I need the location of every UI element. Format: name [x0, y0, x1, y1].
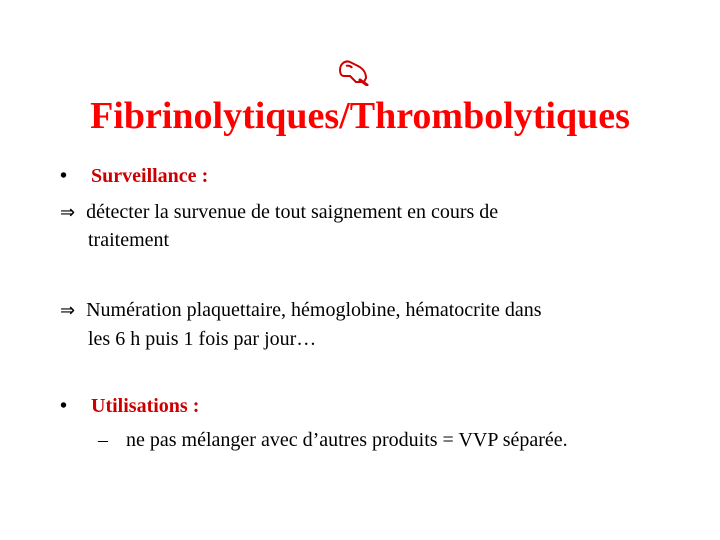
- list-item: [60, 296, 542, 325]
- list-item-continuation: [88, 325, 316, 353]
- bullet: •: [60, 165, 68, 187]
- list-item: [98, 426, 568, 454]
- section-heading-utilisations: [60, 392, 199, 420]
- heading-text: Surveillance :: [91, 165, 209, 187]
- dash-icon: –: [98, 429, 108, 451]
- heading-text: Utilisations :: [91, 395, 200, 417]
- list-item: [60, 198, 498, 227]
- section-heading-surveillance: [60, 162, 208, 190]
- implies-arrow-icon: ⇒: [60, 202, 76, 223]
- item-text: Numération plaquettaire, hémoglobine, hématocrite dans: [86, 299, 542, 321]
- item-text: traitement: [88, 229, 170, 251]
- slide-title: Fibrinolytiques/Thrombolytiques: [90, 95, 630, 137]
- implies-arrow-icon: ⇒: [60, 300, 76, 321]
- pointing-hand-icon: [336, 56, 370, 86]
- list-item-continuation: [88, 226, 169, 254]
- item-text: détecter la survenue de tout saignement en cours de: [86, 201, 499, 223]
- item-text: les 6 h puis 1 fois par jour…: [88, 328, 317, 350]
- item-text: ne pas mélanger avec d’autres produits = VVP séparée.: [126, 429, 568, 451]
- bullet: •: [60, 395, 68, 417]
